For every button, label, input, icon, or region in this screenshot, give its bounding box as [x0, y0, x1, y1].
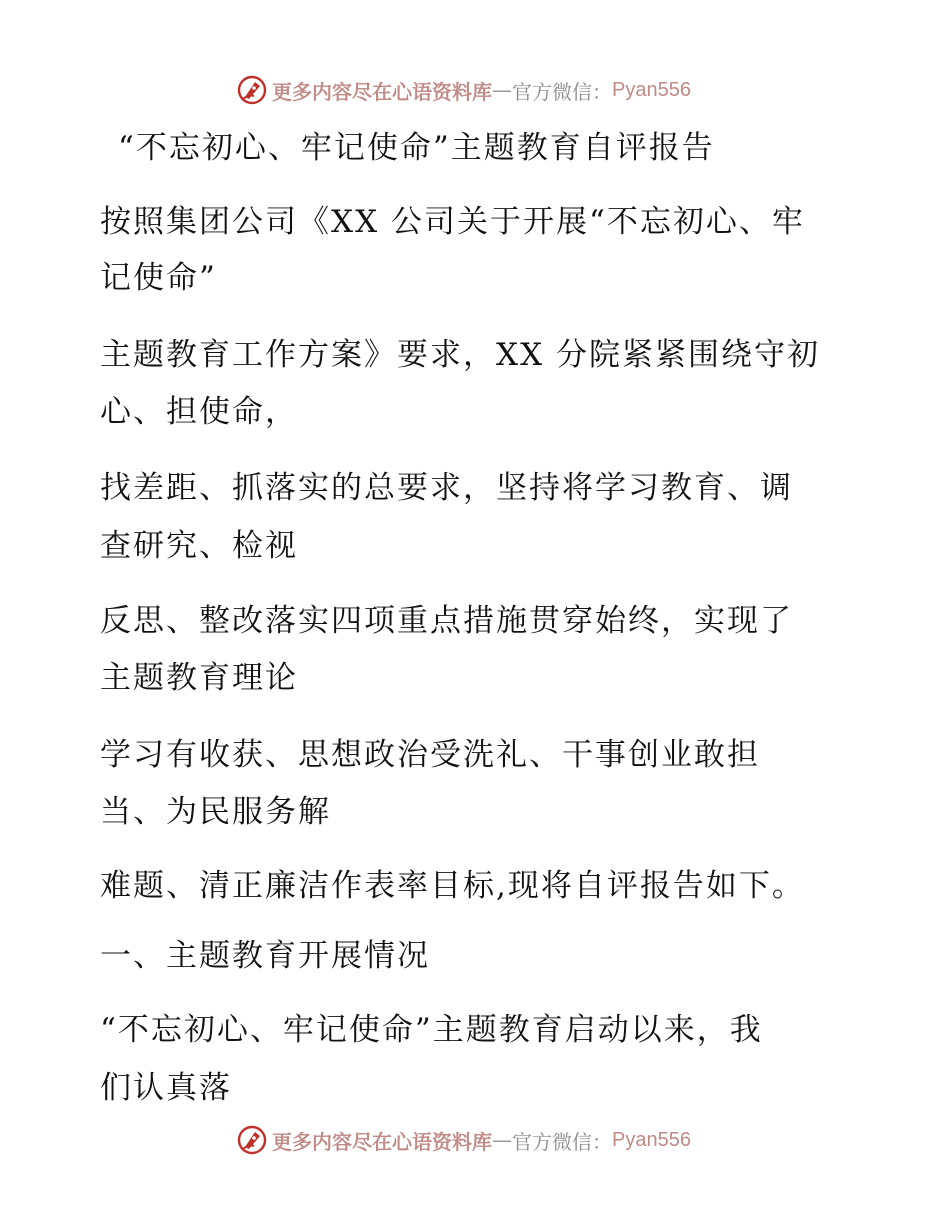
paragraph-line: 按照集团公司《XX 公司关于开展“不忘初心、牢: [100, 204, 805, 240]
watermark-contact-id: Pyan556: [612, 78, 691, 101]
paragraph-line: 学习有收获、思想政治受洗礼、干事创业敢担: [100, 737, 760, 773]
watermark-contact-id: Pyan556: [612, 1128, 691, 1151]
paragraph-line: 查研究、检视: [100, 528, 298, 564]
section-heading: 一、主题教育开展情况: [100, 938, 430, 974]
footer-watermark: [236, 1122, 691, 1158]
paragraph-line: “不忘初心、牢记使命”主题教育启动以来，我: [100, 1012, 763, 1048]
watermark-brand: 更多内容尽在心语资料库: [272, 79, 492, 104]
paragraph-line: 记使命”: [100, 260, 217, 296]
watermark-separator: —: [492, 78, 512, 102]
watermark-separator: —: [492, 1128, 512, 1152]
paragraph-line: 主题教育理论: [100, 660, 298, 696]
paragraph-line: 心、担使命，: [100, 394, 298, 430]
paragraph-line: 当、为民服务解: [100, 794, 331, 830]
watermark-contact-label: 官方微信：: [512, 79, 612, 104]
watermark-brand: 更多内容尽在心语资料库: [272, 1129, 492, 1154]
paragraph-line: 反思、整改落实四项重点措施贯穿始终，实现了: [100, 603, 793, 639]
watermark-contact-label: 官方微信：: [512, 1129, 612, 1154]
paragraph-line: 主题教育工作方案》要求，XX 分院紧紧围绕守初: [100, 337, 820, 373]
document-title: “不忘初心、牢记使命”主题教育自评报告: [118, 130, 715, 166]
paragraph-line: 们认真落: [100, 1070, 232, 1106]
paragraph-line: 难题、清正廉洁作表率目标,现将自评报告如下。: [100, 868, 805, 904]
header-watermark: [236, 72, 691, 108]
paragraph-line: 找差距、抓落实的总要求，坚持将学习教育、调: [100, 470, 793, 506]
pen-nib-logo-icon: [236, 1124, 268, 1156]
pen-nib-logo-icon: [236, 74, 268, 106]
